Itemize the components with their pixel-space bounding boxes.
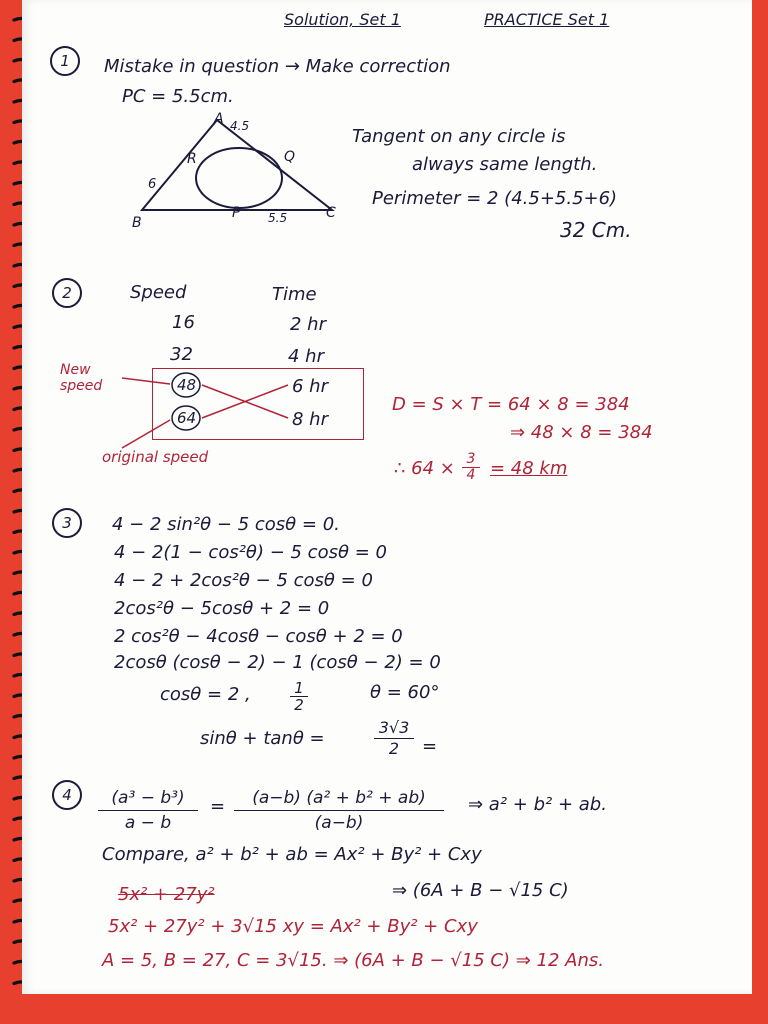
- label-A: A: [214, 111, 224, 127]
- q4-mid-fraction: [234, 786, 444, 835]
- label-C: C: [326, 205, 336, 221]
- q1-note1: Tangent on any circle is: [352, 126, 566, 147]
- label-B: B: [132, 215, 142, 231]
- q2-row2-speed: 32: [170, 344, 193, 365]
- notebook-page: [22, 0, 752, 994]
- q2-calc2: ⇒ 48 × 8 = 384: [510, 422, 653, 443]
- q3-line6: 2cosθ (cosθ − 2) − 1 (cosθ − 2) = 0: [114, 652, 441, 673]
- q3-last-num: 3√3: [374, 718, 414, 739]
- label-R: R: [187, 151, 197, 167]
- q3-half-fraction: [290, 680, 308, 713]
- q1-line2: PC = 5.5cm.: [122, 86, 234, 107]
- q2-row1-time: 2 hr: [290, 314, 326, 335]
- q4-compare: Compare, a² + b² + ab = Ax² + By² + Cxy: [102, 844, 482, 865]
- q3-last-fraction: [374, 718, 414, 759]
- label-cx: 5.5: [268, 211, 288, 225]
- q4-target: ⇒ (6A + B − √15 C): [392, 880, 569, 901]
- q2-calc3-den: 4: [466, 467, 476, 483]
- q4-lhs-num: (a³ − b³): [98, 786, 198, 811]
- q3-line1: 4 − 2 sin²θ − 5 cosθ = 0.: [112, 514, 340, 535]
- header-right: PRACTICE Set 1: [484, 10, 610, 29]
- q1-perimeter: Perimeter = 2 (4.5+5.5+6): [372, 188, 618, 209]
- q2-calc3-result: = 48 km: [490, 458, 568, 479]
- q2-row1-speed: 16: [172, 312, 195, 333]
- q4-final: A = 5, B = 27, C = 3√15. ⇒ (6A + B − √15 C) ⇒ 12 Ans.: [102, 950, 604, 971]
- q1-answer: 32 Cm.: [560, 218, 632, 242]
- q4-mid-num: (a−b) (a² + b² + ab): [234, 786, 444, 811]
- q2-row4-speed: 64: [177, 409, 197, 427]
- q3-line5: 2 cos²θ − 4cosθ − cosθ + 2 = 0: [114, 626, 403, 647]
- q2-row2-time: 4 hr: [288, 346, 324, 367]
- q3-last-eq: =: [422, 736, 438, 757]
- q4-lhs-fraction: [98, 786, 198, 835]
- q3-line2: 4 − 2(1 − cos²θ) − 5 cosθ = 0: [114, 542, 387, 563]
- q2-calc1: D = S × T = 64 × 8 = 384: [392, 394, 630, 415]
- q2-new-speed-label: New speed: [60, 362, 103, 394]
- q2-original-speed-label: original speed: [102, 448, 209, 466]
- question-number-1: 1: [50, 46, 80, 76]
- label-P: P: [232, 205, 241, 221]
- q2-col-time: Time: [272, 284, 317, 305]
- q4-eq: =: [210, 796, 226, 817]
- q3-half-num: 1: [290, 680, 308, 697]
- q3-last-prefix: sinθ + tanθ =: [200, 728, 325, 749]
- q2-pointer-arrows: [102, 370, 182, 450]
- q2-calc3-num: 3: [462, 452, 480, 468]
- q2-calc3-fraction: [462, 452, 480, 483]
- question-number-3: 3: [52, 508, 82, 538]
- q2-row4-time: 8 hr: [292, 409, 328, 430]
- q3-line7: cosθ = 2 ,: [160, 684, 251, 705]
- q1-line1: Mistake in question → Make correction: [104, 56, 451, 77]
- question-number-2: 2: [52, 278, 82, 308]
- label-Q: Q: [284, 149, 296, 165]
- q3-line3: 4 − 2 + 2cos²θ − 5 cosθ = 0: [114, 570, 373, 591]
- header-left: Solution, Set 1: [284, 10, 401, 29]
- q4-result: ⇒ a² + b² + ab.: [468, 794, 607, 815]
- q4-struck: 5x² + 27y²: [118, 884, 215, 905]
- q4-expand: 5x² + 27y² + 3√15 xy = Ax² + By² + Cxy: [108, 916, 478, 937]
- q1-note2: always same length.: [412, 154, 598, 175]
- label-ax: 4.5: [230, 119, 250, 133]
- q2-row3-speed: 48: [177, 376, 197, 394]
- question-number-4: 4: [52, 780, 82, 810]
- q3-line4: 2cos²θ − 5cosθ + 2 = 0: [114, 598, 330, 619]
- q4-lhs-den: a − b: [124, 813, 172, 833]
- q4-mid-den: (a−b): [314, 813, 364, 833]
- q3-half-den: 2: [294, 696, 304, 714]
- label-six: 6: [148, 177, 157, 192]
- q2-col-speed: Speed: [130, 282, 187, 303]
- q3-theta: θ = 60°: [370, 682, 440, 703]
- q2-row3-time: 6 hr: [292, 376, 328, 397]
- q2-calc3-prefix: ∴ 64 ×: [394, 458, 455, 479]
- q3-last-den: 2: [388, 739, 400, 758]
